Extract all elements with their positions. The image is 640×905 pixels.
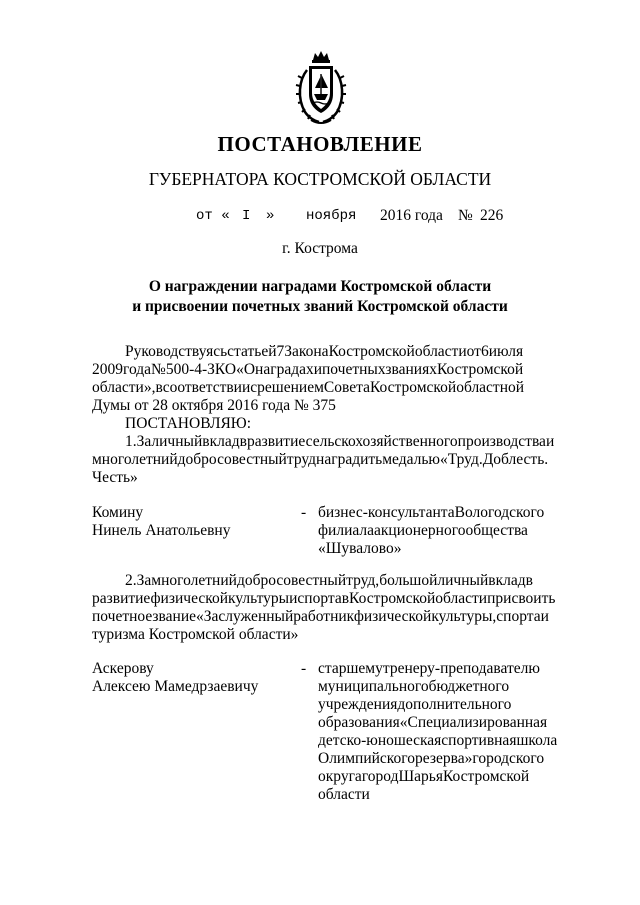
recipient-1-description — [318, 504, 578, 558]
recipient-given-name: Нинель Анатольевну — [92, 522, 231, 539]
date-prefix: от « — [196, 208, 230, 224]
date-close-quote: » — [266, 208, 275, 224]
subject-heading — [0, 277, 640, 317]
paragraph-line: Руководствуясьстатьей7ЗаконаКостромскойобластиот6июля — [125, 343, 524, 360]
paragraph-line: Думы от 28 октября 2016 года № 375 — [92, 397, 336, 414]
paragraph-line: Честь» — [92, 469, 138, 486]
description-line: детско-юношескаяспортивнаяшкола — [318, 732, 558, 749]
paragraph-line: развитиефизическойкультурыиспортавКостромскойобластиприсвоить — [92, 590, 556, 607]
issuer-title: ГУБЕРНАТОРА КОСТРОМСКОЙ ОБЛАСТИ — [148, 169, 492, 189]
paragraph-line: 1.Заличныйвкладвразвитиесельскохозяйственногопроизводстваи — [125, 433, 555, 450]
number-label: № — [458, 207, 473, 224]
paragraph-line: почетноезвание«Заслуженныйработникфизическойкультуры,спортаи — [92, 608, 549, 625]
clause-2-paragraph — [92, 572, 582, 644]
coat-of-arms-emblem — [291, 50, 351, 128]
recipient-2-description — [318, 660, 578, 804]
document-title: ПОСТАНОВЛЕНИЕ — [217, 132, 423, 156]
date-year: 2016 года — [380, 207, 443, 224]
description-line: округагородШарьяКостромской — [318, 768, 530, 785]
description-line: старшемутренеру-преподавателю — [318, 660, 540, 677]
paragraph-line: туризма Костромской области» — [92, 626, 299, 643]
date-month: ноября — [306, 208, 357, 224]
description-line: Олимпийскогорезерва»городского — [318, 750, 545, 767]
recipient-1-dash: - — [301, 504, 307, 521]
city: г. Кострома — [282, 240, 358, 257]
description-line: филиалаакционерногообщества — [318, 522, 528, 539]
description-line: муниципальногобюджетного — [318, 678, 510, 695]
description-line: «Шувалово» — [318, 540, 402, 557]
recipient-surname: Комину — [92, 504, 144, 521]
resolve-heading: ПОСТАНОВЛЯЮ: — [125, 415, 252, 432]
subject-line: О награждении наградами Костромской области — [148, 278, 492, 295]
recipient-surname: Аскерову — [92, 660, 154, 677]
recipient-given-name: Алексею Мамедрзаевичу — [92, 678, 259, 695]
description-line: бизнес-консультантаВологодского — [318, 504, 545, 521]
paragraph-line: 2.Замноголетнийдобросовестныйтруд,большойличныйвкладв — [125, 572, 533, 589]
paragraph-line: 2009года№500-4-ЗКО«ОнаградахипочетныхзванияхКостромской — [92, 361, 524, 378]
preamble-paragraph — [92, 343, 582, 415]
document-number: 226 — [480, 207, 504, 224]
description-line: образования«Специализированная — [318, 714, 548, 731]
subject-line: и присвоении почетных званий Костромской области — [132, 298, 508, 315]
recipient-1-name — [92, 504, 230, 540]
date-day: I — [242, 208, 251, 224]
clause-1-paragraph — [92, 433, 582, 487]
description-line: области — [318, 786, 370, 803]
paragraph-line: многолетнийдобросовестныйтруднаградитьмедалью«Труд.Доблесть. — [92, 451, 549, 468]
paragraph-line: области»,всоответствиисрешениемСоветаКостромскойобластной — [92, 379, 525, 396]
recipient-2-name — [92, 660, 258, 696]
description-line: учреждениядополнительного — [318, 696, 512, 713]
recipient-2-dash: - — [301, 660, 307, 677]
